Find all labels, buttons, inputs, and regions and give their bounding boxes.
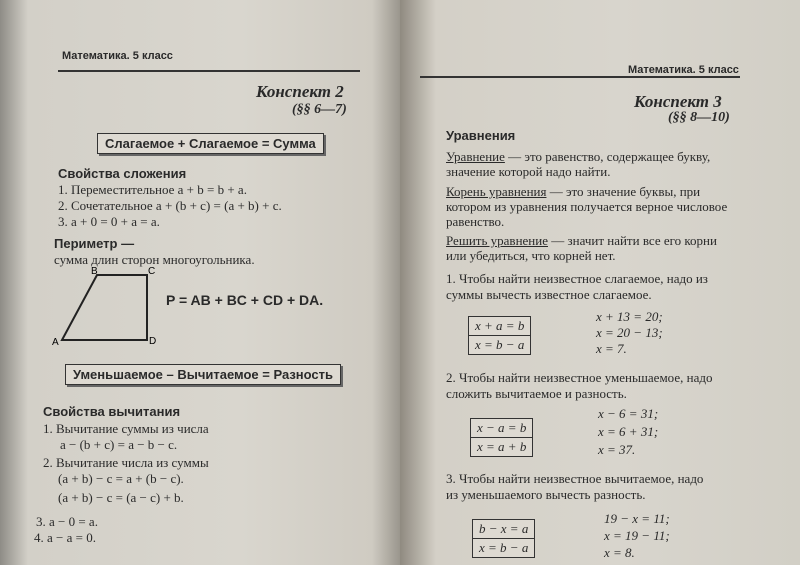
right-page: [400, 0, 800, 565]
addition-property: 1. Переместительное a + b = b + a.: [58, 182, 247, 197]
subtraction-property: 2. Вычитание числа из суммы: [43, 455, 209, 470]
formula-line: x − a = b: [477, 420, 527, 435]
subtraction-properties-title: Свойства вычитания: [43, 404, 181, 419]
subtraction-property: 4. a − a = 0.: [34, 530, 96, 545]
konspekt-title: Конспект 2: [256, 82, 344, 101]
rule-1-example: x = 20 − 13;: [596, 325, 663, 340]
subtraction-formula: (a + b) − c = a + (b − c).: [58, 471, 184, 486]
formula-line: x = b − a: [473, 538, 534, 557]
term-equation: Уравнение: [446, 149, 505, 164]
term-solve: Решить уравнение: [446, 233, 548, 248]
addition-property: 3. a + 0 = 0 + a = a.: [58, 214, 160, 229]
definition-solve-cont: или убедиться, что корней нет.: [446, 248, 616, 263]
rule-3-text: 3. Чтобы найти неизвестное вычитаемое, надо: [446, 471, 704, 486]
rule-3-formula-box: [472, 519, 535, 558]
rule-2-text: 2. Чтобы найти неизвестное уменьшаемое, надо: [446, 370, 713, 385]
formula-line: x = b − a: [469, 335, 530, 354]
addition-formula-box: Слагаемое + Слагаемое = Сумма: [97, 133, 324, 154]
definition-equation: Уравнение — это равенство, содержащее букву,: [446, 149, 711, 164]
page-header: Математика. 5 класс: [628, 64, 739, 76]
subtraction-property: 3. a − 0 = a.: [36, 514, 98, 529]
rule-1-text: суммы вычесть известное слагаемое.: [446, 287, 652, 302]
subtraction-formula: (a + b) − c = (a − c) + b.: [58, 490, 184, 505]
addition-property: 2. Сочетательное a + (b + c) = (a + b) + c.: [58, 198, 282, 213]
definition-root: Корень уравнения — это значение буквы, при: [446, 184, 701, 199]
definition-equation-cont: значение которой надо найти.: [446, 164, 611, 179]
rule-3-example: x = 8.: [604, 545, 635, 560]
subtraction-formula: a − (b + c) = a − b − c.: [60, 437, 178, 452]
vertex-b-label: B: [91, 266, 98, 277]
rule-2-example: x − 6 = 31;: [598, 406, 659, 421]
vertex-c-label: C: [148, 266, 156, 277]
term-root: Корень уравнения: [446, 184, 547, 199]
perimeter-definition: сумма длин сторон многоугольника.: [54, 252, 255, 267]
section-title: Уравнения: [446, 128, 516, 143]
rule-3-example: x = 19 − 11;: [604, 528, 670, 543]
page-header: Математика. 5 класс: [62, 50, 173, 62]
rule-1-formula-box: [468, 316, 531, 355]
definition-root-cont: равенство.: [446, 214, 505, 229]
definition-root-cont: котором из уравнения получается верное числовое: [446, 199, 728, 214]
header-rule: [58, 70, 360, 72]
rule-2-text: сложить вычитаемое и разность.: [446, 386, 627, 401]
formula-line: x + a = b: [475, 318, 525, 333]
konspekt-ref: (§§ 6—7): [292, 102, 347, 117]
trapezoid-diagram: [50, 265, 170, 350]
rule-3-text: из уменьшаемого вычесть разность.: [446, 487, 646, 502]
subtraction-formula-box: Уменьшаемое – Вычитаемое = Разность: [65, 364, 341, 385]
rule-1-example: x = 7.: [596, 341, 627, 356]
formula-line: x = a + b: [471, 437, 532, 456]
addition-properties-title: Свойства сложения: [58, 166, 187, 181]
rule-1-example: x + 13 = 20;: [596, 309, 663, 324]
rule-1-text: 1. Чтобы найти неизвестное слагаемое, надо из: [446, 271, 708, 286]
rule-2-formula-box: [470, 418, 533, 457]
rule-2-example: x = 6 + 31;: [598, 424, 659, 439]
rule-2-example: x = 37.: [598, 442, 636, 457]
vertex-d-label: D: [149, 336, 157, 347]
perimeter-formula: P = AB + BC + CD + DA.: [166, 292, 324, 308]
subtraction-property: 1. Вычитание суммы из числа: [43, 421, 209, 436]
header-rule: [420, 76, 740, 78]
perimeter-title: Периметр —: [54, 236, 135, 251]
konspekt-ref: (§§ 8—10): [668, 110, 730, 125]
vertex-a-label: A: [52, 337, 59, 348]
formula-line: b − x = a: [479, 521, 529, 536]
rule-3-example: 19 − x = 11;: [604, 511, 670, 526]
definition-solve: Решить уравнение — значит найти все его корни: [446, 233, 717, 248]
konspekt-title: Конспект 3: [634, 92, 722, 111]
